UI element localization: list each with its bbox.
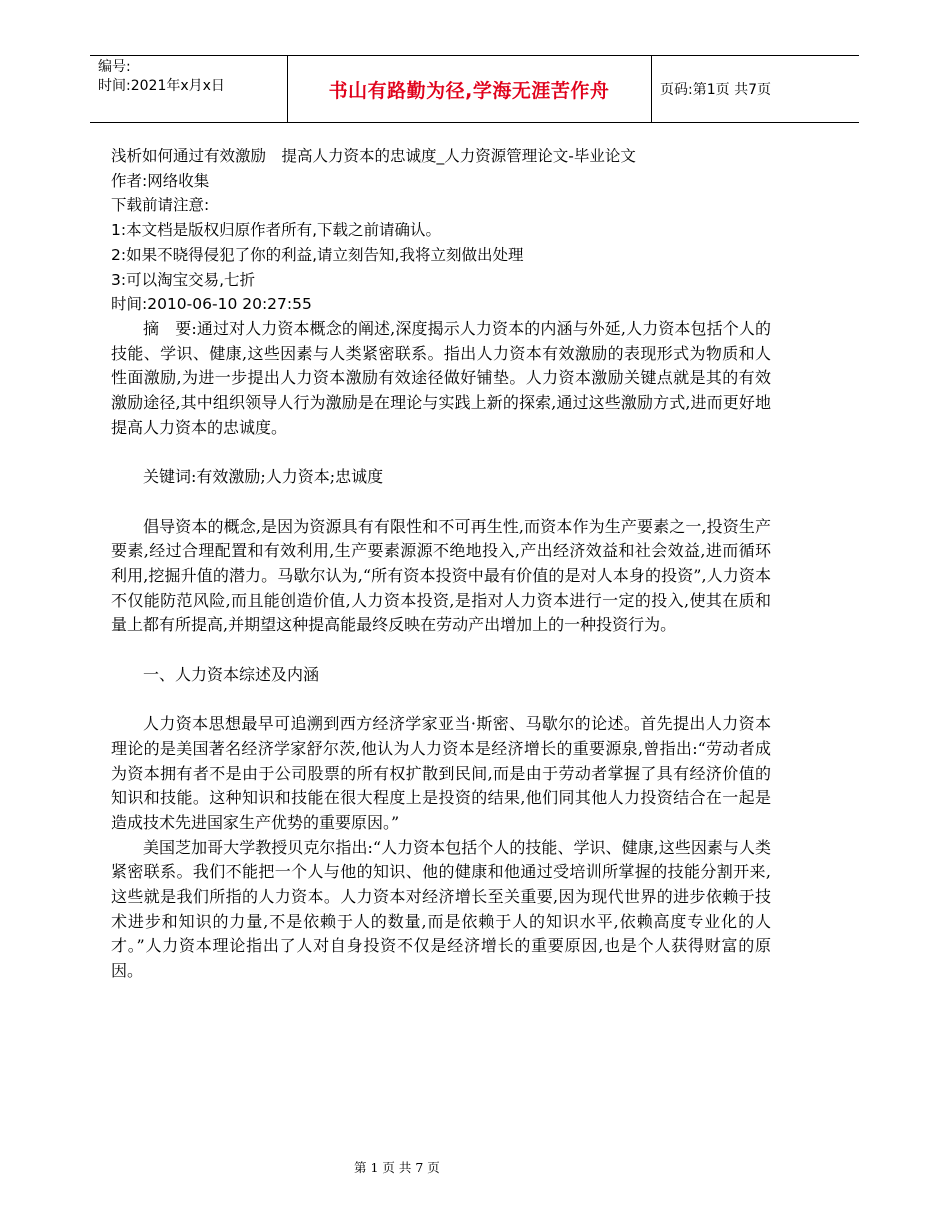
notice-heading: 下载前请注意: bbox=[111, 196, 210, 215]
header-page-info: 页码:第1页 共7页 bbox=[660, 82, 771, 98]
page-footer: 第 1 页 共 7 页 bbox=[354, 1160, 440, 1175]
intro-paragraph: 倡导资本的概念,是因为资源具有有限性和不可再生性,而资本作为生产要素之一,投资生产要素,经过合理配置和有效利用,生产要素源源不绝地投入,产出经济效益和社会效益,进而循环利用,挖掘升值的潜力。马歇尔认为,“所有资本投资中最有价值的是对人本身的投资”,人力资本不仅能防范风险,而且能创造价值,人力资本投资,是指对人力资本进行一定的投入,使其在质和量上都有所提高,并期望这种提高能最终反映在劳动产出增加上的一种投资行为。 bbox=[111, 516, 771, 635]
header-meta bbox=[98, 58, 288, 96]
body-paragraph: 美国芝加哥大学教授贝克尔指出:“人力资本包括个人的技能、学识、健康,这些因素与人类紧密联系。我们不能把一个人与他的知识、他的健康和他通过受培训所掌握的技能分割开来,这些就是我们所指的人力资本。人力资本对经济增长至关重要,因为现代世界的进步依赖于技术进步和知识的力量,不是依赖于人的数量,而是依赖于人的知识水平,依赖高度专业化的人才。”人力资本理论指出了人对自身投资不仅是经济增长的重要原因,也是个人获得财富的原因。 bbox=[111, 837, 771, 981]
header-divider bbox=[651, 56, 652, 122]
keywords-line: 关键词:有效激励;人力资本;忠诚度 bbox=[143, 467, 384, 487]
document-header bbox=[90, 55, 859, 123]
header-motto: 书山有路勤为径,学海无涯苦作舟 bbox=[328, 79, 610, 102]
document-author: 作者:网络收集 bbox=[111, 171, 210, 190]
document-timestamp: 时间:2010-06-10 20:27:55 bbox=[111, 295, 312, 314]
notice-item-2: 2:如果不晓得侵犯了你的利益,请立刻告知,我将立刻做出处理 bbox=[111, 245, 524, 264]
section-heading: 一、人力资本综述及内涵 bbox=[143, 664, 320, 684]
notice-item-1: 1:本文档是版权归原作者所有,下载之前请确认。 bbox=[111, 221, 442, 240]
notice-item-3: 3:可以淘宝交易,七折 bbox=[111, 270, 256, 289]
body-paragraph: 人力资本思想最早可追溯到西方经济学家亚当·斯密、马歇尔的论述。首先提出人力资本理论的是美国著名经济学家舒尔茨,他认为人力资本是经济增长的重要源泉,曾指出:“劳动者成为资本拥有者不是由于公司股票的所有权扩散到民间,而是由于劳动者掌握了具有经济价值的知识和技能。这种知识和技能在很大程度上是投资的结果,他们同其他人力投资结合在一起是造成技术先进国家生产优势的重要原因。” bbox=[111, 714, 771, 832]
abstract-paragraph: 摘 要:通过对人力资本概念的阐述,深度揭示人力资本的内涵与外延,人力资本包括个人的技能、学识、健康,这些因素与人类紧密联系。指出人力资本有效激励的表现形式为物质和人性面激励,为进一步提出人力资本激励有效途径做好铺垫。人力资本激励关键点就是其的有效激励途径,其中组织领导人行为激励是在理论与实践上新的探索,通过这些激励方式,进而更好地提高人力资本的忠诚度。 bbox=[111, 318, 771, 437]
header-number-label: 编号: bbox=[98, 59, 131, 75]
document-title: 浅析如何通过有效激励 提高人力资本的忠诚度_人力资源管理论文-毕业论文 bbox=[111, 147, 636, 165]
document-body bbox=[111, 144, 771, 984]
header-time-label: 时间:2021年x月x日 bbox=[98, 78, 225, 94]
